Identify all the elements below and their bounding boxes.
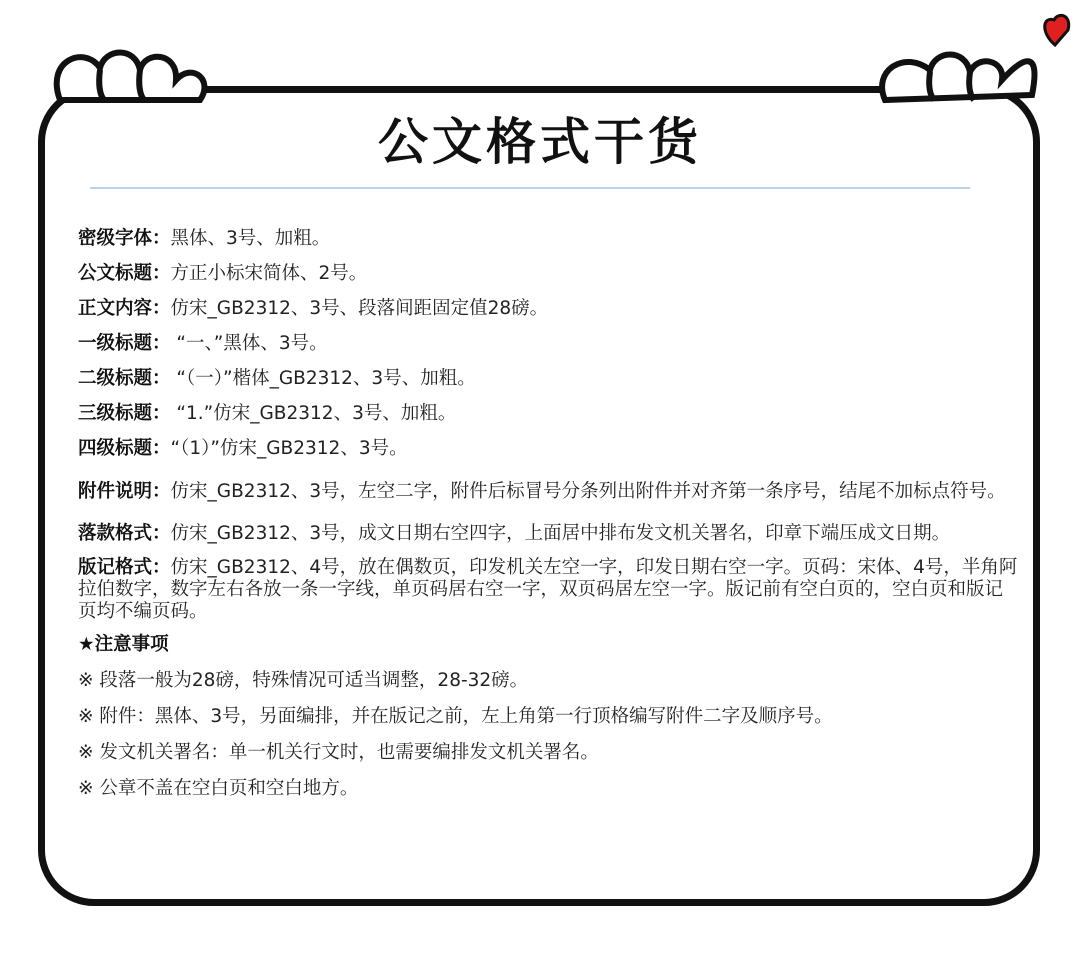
right-hand-icon [882,55,1034,101]
note-item: ※ 公章不盖在空白页和空白地方。 [78,778,359,799]
item-level2-heading [78,366,1018,391]
item-label: 密级字体： [78,228,171,249]
item-level4-heading [78,436,1018,461]
notes-heading: ★注意事项 [78,634,169,655]
item-attachment-note [78,471,1018,513]
note-item: ※ 附件：黑体、3号，另面编排，并在版记之前，左上角第一行顶格编写附件二字及顺序号。 [78,706,833,727]
heart-icon [1045,15,1069,45]
item-classification-font [78,226,1018,251]
item-label: 二级标题： [78,368,171,389]
item-level3-heading [78,401,1018,426]
item-text: 方正小标宋简体、2号。 [170,263,368,284]
item-label: 版记格式： [78,557,171,578]
item-label: 一级标题： [78,333,171,354]
item-label: 公文标题： [78,263,171,284]
item-label: 附件说明： [78,481,171,502]
note-item: ※ 发文机关署名：单一机关行文时，也需要编排发文机关署名。 [78,742,599,763]
item-text: “（一）”楷体_GB2312、3号、加粗。 [170,368,476,389]
item-label: 正文内容： [78,298,171,319]
item-text: “（1）”仿宋_GB2312、3号。 [170,438,408,459]
item-document-title [78,261,1018,286]
item-text: 仿宋_GB2312、3号、段落间距固定值28磅。 [170,298,549,319]
item-label: 三级标题： [78,403,171,424]
content-area [78,226,1018,807]
title-divider [90,187,970,189]
item-text: 仿宋_GB2312、3号，成文日期右空四字，上面居中排布发文机关署名，印章下端压成文日期。 [170,523,951,544]
item-label: 落款格式： [78,523,171,544]
page-title: 公文格式干货 [378,112,702,171]
item-text: 仿宋_GB2312、3号，左空二字，附件后标冒号分条列出附件并对齐第一条序号，结尾不加标点符号。 [170,481,1006,502]
item-label: 四级标题： [78,438,171,459]
item-text: “一、”黑体、3号。 [170,333,328,354]
item-imprint-format [78,557,1018,623]
item-text: “1.”仿宋_GB2312、3号、加粗。 [170,403,457,424]
item-signature-format [78,523,1018,545]
note-item: ※ 段落一般为28磅，特殊情况可适当调整，28-32磅。 [78,670,529,691]
item-level1-heading [78,331,1018,356]
item-body-content [78,296,1018,321]
item-text: 仿宋_GB2312、4号，放在偶数页，印发机关左空一字，印发日期右空一字。页码：宋体、4号，半角阿拉伯数字，数字左右各放一条一字线，单页码居右空一字，双页码居左空一字。版记前有空白页的，空白页和版记页均不编页码。 [78,557,1018,622]
item-text: 黑体、3号、加粗。 [170,228,331,249]
left-hand-icon [57,53,205,101]
